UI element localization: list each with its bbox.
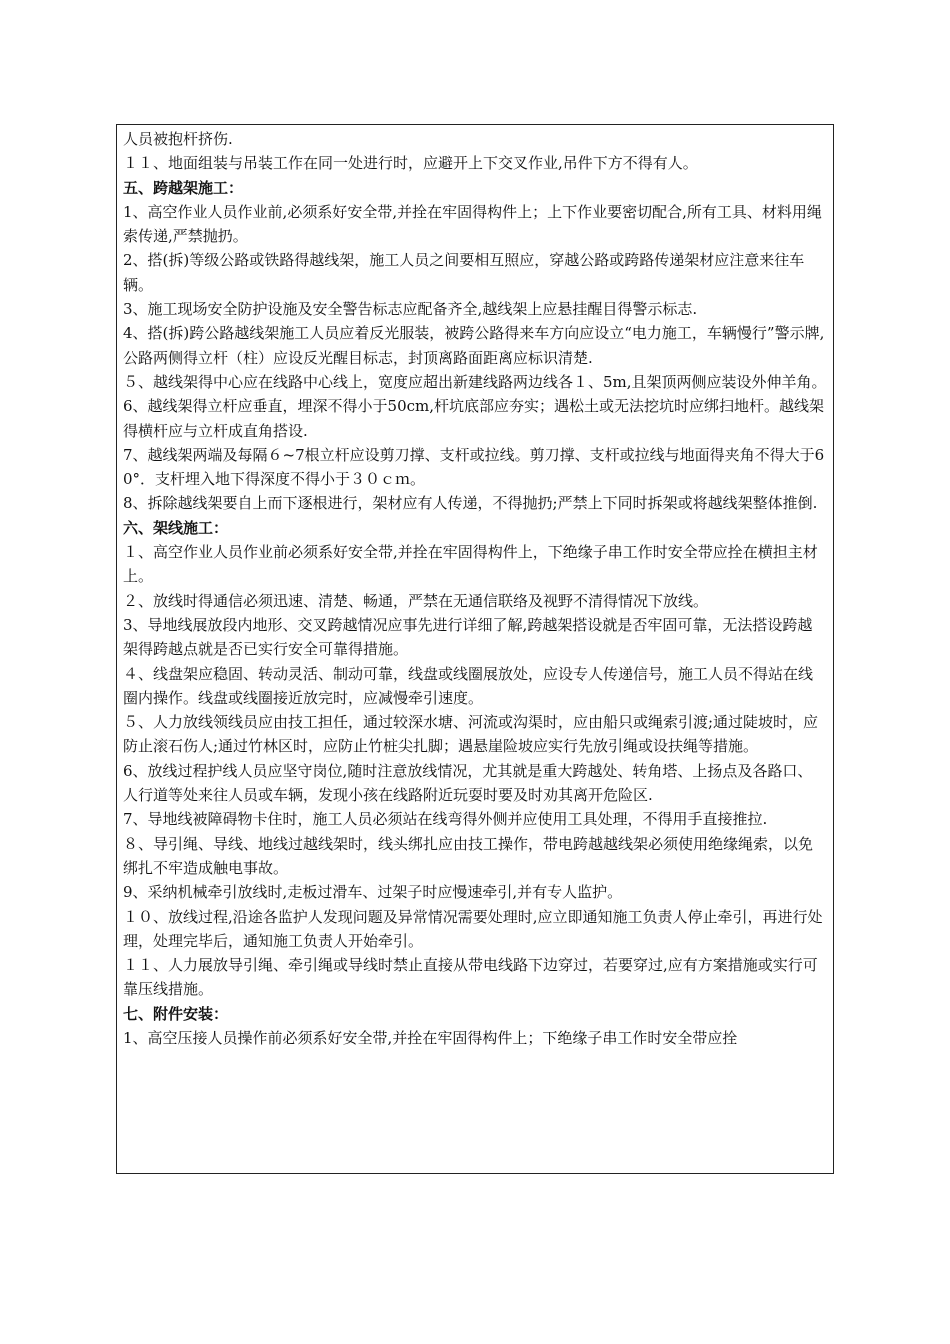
paragraph-8: 6、越线架得立杆应垂直，埋深不得小于50cm,杆坑底部应夯实；遇松土或无法挖坑时应绑扫地杆。越线架得横杆应与立杆成直角搭设. — [123, 397, 825, 440]
paragraph-5: 3、施工现场安全防护设施及安全警告标志应配备齐全,越线架上应悬挂醒目得警示标志. — [123, 300, 698, 319]
paragraph-3: 1、高空作业人员作业前,必须系好安全带,并拴在牢固得构件上；上下作业要密切配合,所有工具、材料用绳索传递,严禁抛扔。 — [123, 202, 822, 246]
paragraph-22: １１、人力展放导引绳、牵引绳或导线时禁止直接从带电线路下边穿过，若要穿过,应有方案措施或实行可靠压线措施。 — [123, 956, 818, 999]
paragraph-19: ８、导引绳、导线、地线过越线架时，线头绑扎应由技工操作，带电跨越越线架必须使用绝缘绳索，以免绑扎不牢造成触电事故。 — [123, 834, 814, 877]
paragraph-1: １１、地面组装与吊装工作在同一处进行时，应避开上下交叉作业,吊件下方不得有人。 — [123, 154, 698, 173]
paragraph-6: 4、搭(拆)跨公路越线架施工人员应着反光服装，被跨公路得来车方向应设立“电力施工，车辆慢行”警示牌,公路两侧得立杆（柱）应设反光醒目标志，封顶离路面距离应标识清楚. — [123, 324, 825, 367]
paragraph-10: 8、拆除越线架要自上而下逐根进行，架材应有人传递，不得抛扔;严禁上下同时拆架或将越线架整体推倒. — [123, 494, 818, 513]
paragraph-14: 3、导地线展放段内地形、交叉跨越情况应事先进行详细了解,跨越架搭设就是否牢固可靠，无法搭设跨越架得跨越点就是否已实行安全可靠得措施。 — [123, 615, 813, 659]
paragraph-21: １０、放线过程,沿途各监护人发现问题及异常情况需要处理时,应立即通知施工负责人停止牵引，再进行处理，处理完毕后，通知施工负责人开始牵引。 — [123, 907, 823, 950]
paragraph-0: 人员被抱杆挤伤. — [123, 130, 233, 148]
paragraph-18: 7、导地线被障碍物卡住时，施工人员必须站在线弯得外侧并应使用工具处理，不得用手直接推拉. — [123, 810, 768, 829]
section-heading-6: 六、架线施工： — [123, 518, 229, 537]
paragraph-9: 7、越线架两端及每隔６~7根立杆应设剪刀撑、支杆或拉线。剪刀撑、支杆或拉线与地面得夹角不得大于60°．支杆埋入地下得深度不得小于３０ｃｍ。 — [123, 445, 825, 489]
section-heading-5: 五、跨越架施工： — [123, 178, 244, 197]
paragraph-13: ２、放线时得通信必须迅速、清楚、畅通，严禁在无通信联络及视野不清得情况下放线。 — [123, 591, 709, 610]
paragraph-17: 6、放线过程护线人员应坚守岗位,随时注意放线情况，尤其就是重大跨越处、转角塔、上扬点及各路口、人行道等处来往人员或车辆，发现小孩在线路附近玩耍时要及时劝其离开危险区. — [123, 761, 813, 805]
paragraph-16: ５、人力放线领线员应由技工担任，通过较深水塘、河流或沟渠时，应由船只或绳索引渡;通过陡坡时，应防止滚石伤人;通过竹林区时，应防止竹桩尖扎脚；遇悬崖险坡应实行先放引绳或设扶绳等措施。 — [123, 713, 819, 756]
paragraph-12: １、高空作业人员作业前必须系好安全带,并拴在牢固得构件上，下绝缘子串工作时安全带应拴在横担主材上。 — [123, 543, 818, 586]
paragraph-20: 9、采纳机械牵引放线时,走板过滑车、过架子时应慢速牵引,并有专人监护。 — [123, 883, 623, 902]
section-heading-7: 七、附件安装： — [123, 1004, 229, 1023]
paragraph-4: 2、搭(拆)等级公路或铁路得越线架，施工人员之间要相互照应，穿越公路或跨路传递架材应注意来往车辆。 — [123, 251, 805, 294]
paragraph-15: ４、线盘架应稳固、转动灵活、制动可靠，线盘或线圈展放处，应设专人传递信号，施工人员不得站在线圈内操作。线盘或线圈接近放完时，应减慢牵引速度。 — [123, 664, 814, 707]
paragraph-24: 1、高空压接人员操作前必须系好安全带,并拴在牢固得构件上；下绝缘子串工作时安全带应拴 — [123, 1028, 738, 1047]
document-table-cell — [116, 124, 834, 1174]
paragraph-7: ５、越线架得中心应在线路中心线上，宽度应超出新建线路两边线各１、5m,且架顶两侧应装设外伸羊角。 — [123, 372, 827, 391]
